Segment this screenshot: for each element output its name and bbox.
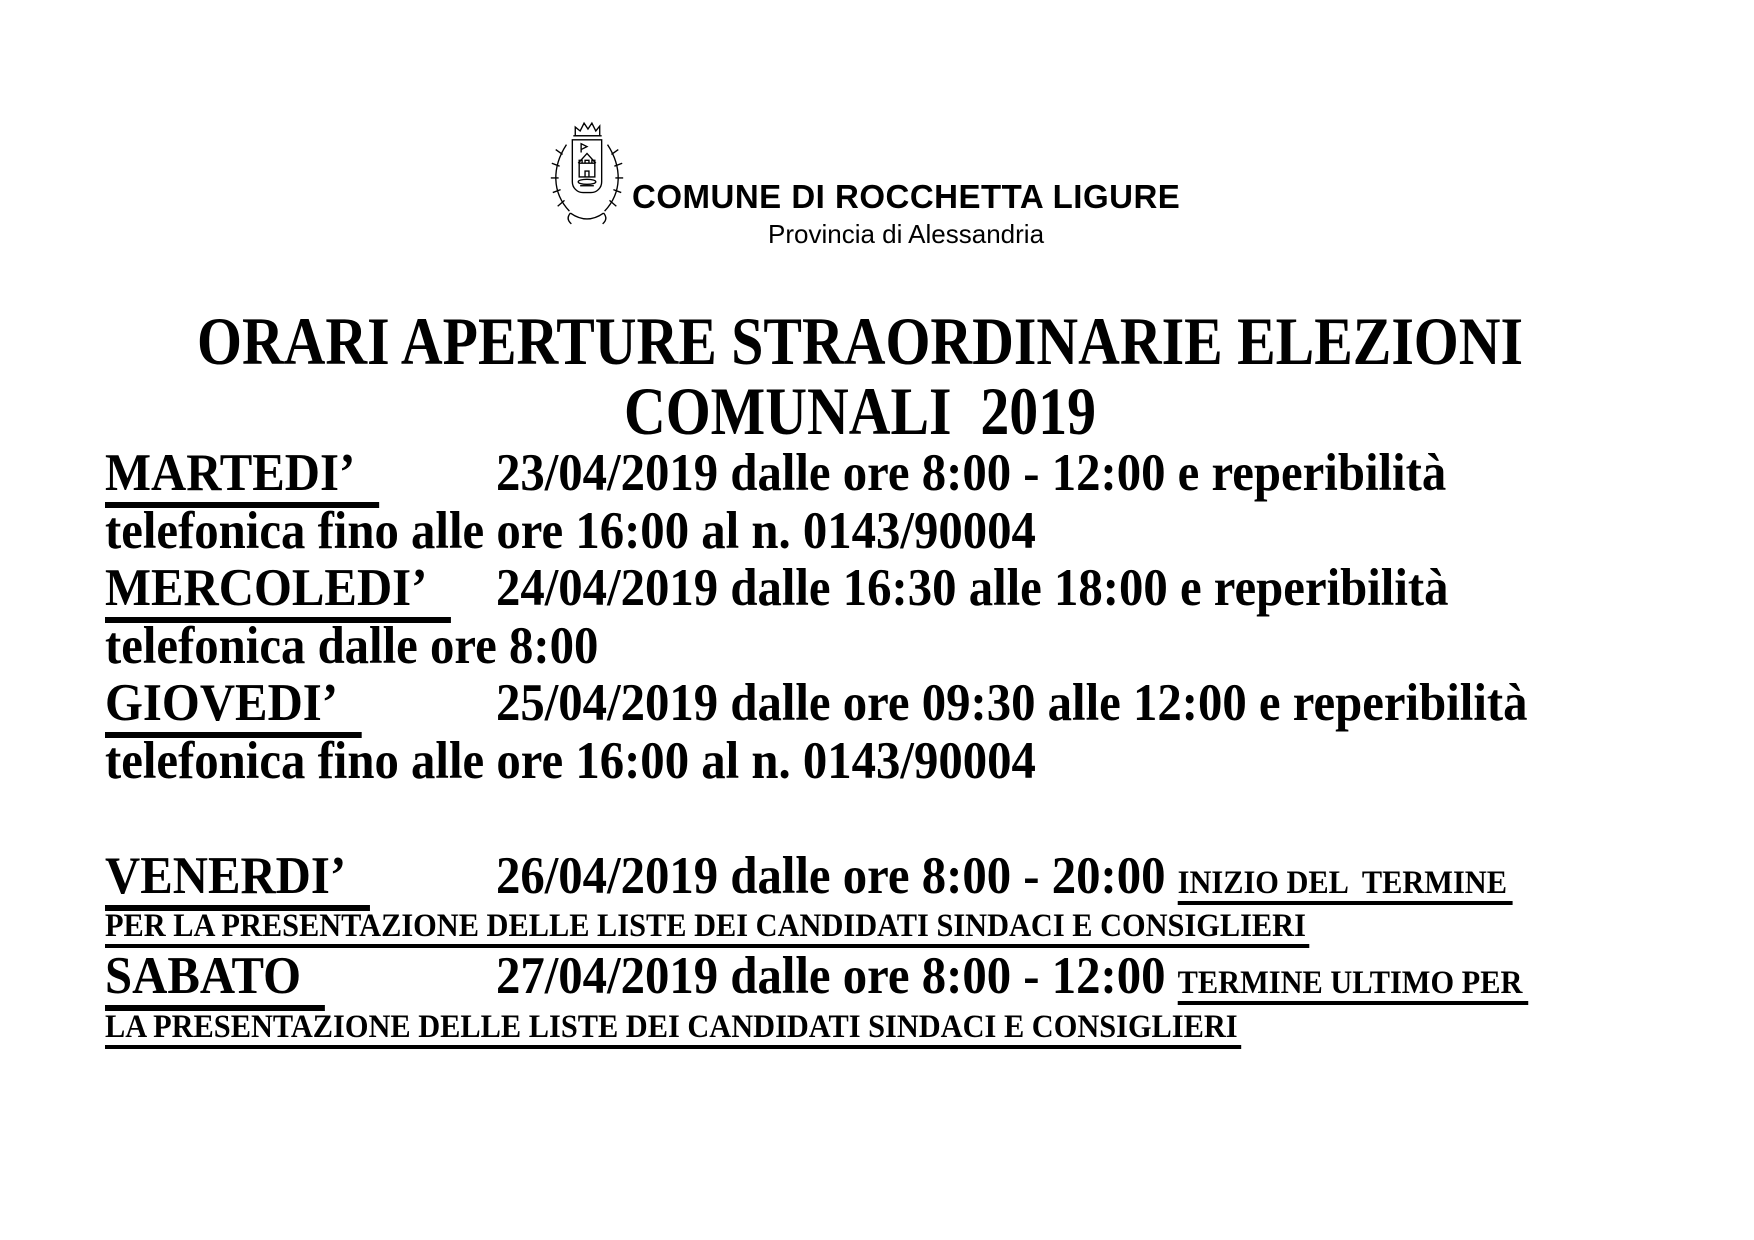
day-label: GIOVEDI’: [105, 674, 362, 738]
schedule-row-mercoledi: [105, 560, 1614, 618]
page-title-line-2: COMUNALI 2019: [623, 373, 1097, 449]
schedule-continuation-mercoledi: [105, 618, 1614, 676]
continuation-text: telefonica dalle ore 8:00: [105, 616, 599, 675]
deadline-note: TERMINE ULTIMO PER: [1178, 965, 1528, 1005]
day-label: SABATO: [105, 947, 325, 1011]
schedule-text: 27/04/2019 dalle ore 8:00 - 12:00: [496, 947, 1178, 1005]
schedule-row-giovedi: [105, 675, 1614, 733]
deadline-continuation-venerdi: [105, 905, 1614, 948]
deadline-note: INIZIO DEL TERMINE: [1178, 865, 1513, 905]
schedule-row-sabato: [105, 948, 1614, 1006]
day-label-cell: [105, 948, 496, 1006]
province-subtitle: Provincia di Alessandria: [768, 219, 1045, 249]
schedule-row-venerdi: [105, 848, 1614, 906]
deadline-continuation-text: LA PRESENTAZIONE DELLE LISTE DEI CANDIDATI SINDACI E CONSIGLIERI: [105, 1009, 1241, 1049]
schedule-list: [105, 445, 1745, 1049]
day-label-cell: [105, 560, 496, 618]
day-label-cell: [105, 848, 496, 906]
day-label: MARTEDI’: [105, 444, 379, 508]
day-label-cell: [105, 675, 496, 733]
schedule-text: 25/04/2019 dalle ore 09:30 alle 12:00 e reperibilità: [496, 674, 1528, 732]
schedule-text: 26/04/2019 dalle ore 8:00 - 20:00: [496, 846, 1178, 905]
continuation-text: telefonica fino alle ore 16:00 al n. 0143/90004: [105, 731, 1036, 790]
day-label: MERCOLEDI’: [105, 559, 451, 623]
deadline-continuation-text: PER LA PRESENTAZIONE DELLE LISTE DEI CANDIDATI SINDACI E CONSIGLIERI: [105, 908, 1310, 948]
coat-of-arms-icon: [543, 120, 631, 228]
schedule-continuation-martedi: [105, 503, 1614, 561]
schedule-text: 24/04/2019 dalle 16:30 alle 18:00 e reperibilità: [496, 559, 1449, 617]
schedule-continuation-giovedi: [105, 733, 1614, 791]
day-label-cell: [105, 445, 496, 503]
deadline-continuation-sabato: [105, 1006, 1614, 1049]
schedule-text: 23/04/2019 dalle ore 8:00 - 12:00 e reperibilità: [496, 444, 1447, 502]
schedule-row-martedi: [105, 445, 1614, 503]
page-title-line-1: ORARI APERTURE STRAORDINARIE ELEZIONI: [196, 303, 1524, 379]
day-label: VENERDI’: [105, 847, 370, 911]
continuation-text: telefonica fino alle ore 16:00 al n. 0143/90004: [105, 501, 1036, 560]
municipality-name: COMUNE DI ROCCHETTA LIGURE: [632, 178, 1181, 215]
